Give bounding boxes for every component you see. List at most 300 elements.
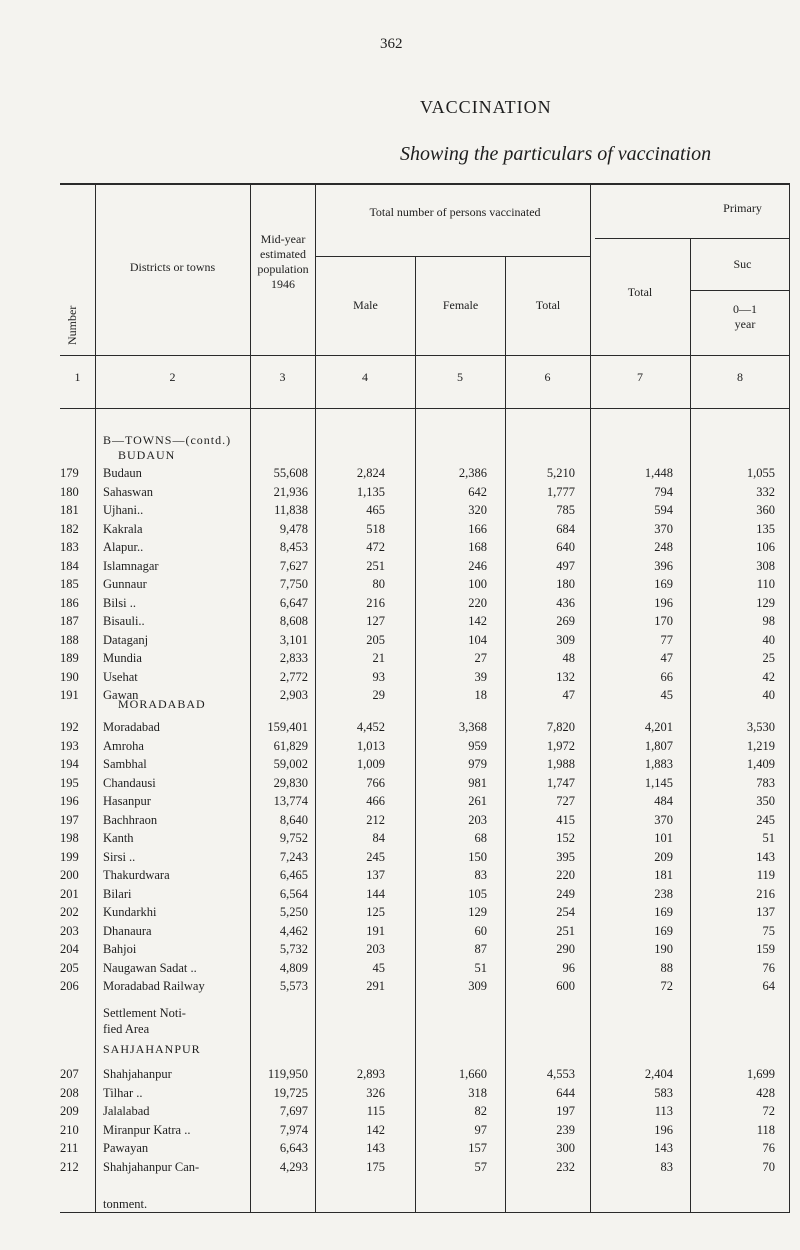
cell-ptotal: 1,807 xyxy=(644,738,673,753)
cell-female: 68 xyxy=(474,831,487,845)
page-heading: VACCINATION xyxy=(420,97,552,117)
cell-male: 144 xyxy=(366,886,385,901)
cell-age: 428 xyxy=(756,1085,775,1100)
table-row xyxy=(0,557,800,575)
cell-total: 644 xyxy=(556,1085,575,1100)
cell-male: 466 xyxy=(366,794,385,808)
cell-female: 168 xyxy=(468,540,487,554)
cell-pop: 6,647 xyxy=(279,595,308,610)
column-number-5: 5 xyxy=(457,370,463,384)
table-row xyxy=(0,866,800,884)
cell-name: Shahjahanpur Can- xyxy=(103,1159,200,1174)
cell-no: 206 xyxy=(60,979,79,993)
table-row xyxy=(0,575,800,593)
cell-female: 100 xyxy=(468,577,487,591)
cell-total: 251 xyxy=(556,923,575,938)
cell-ptotal: 484 xyxy=(654,794,673,808)
table-row xyxy=(0,885,800,903)
page-subheading: Showing the particulars of vaccination xyxy=(400,143,712,165)
cell-pop: 5,573 xyxy=(279,979,308,993)
header-total: Total xyxy=(535,298,561,312)
cell-age: 119 xyxy=(756,868,775,882)
cell-name: Budaun xyxy=(103,466,142,480)
cell-ptotal: 794 xyxy=(654,484,673,499)
cell-name: Dataganj xyxy=(103,632,149,647)
cell-ptotal: 181 xyxy=(654,868,673,882)
cell-age: 143 xyxy=(756,849,775,864)
cell-pop: 159,401 xyxy=(267,720,308,734)
cell-ptotal: 47 xyxy=(660,651,673,665)
cell-no: 198 xyxy=(60,831,79,845)
cell-female: 3,368 xyxy=(458,720,487,734)
cell-age: 3,530 xyxy=(746,720,775,734)
cell-total: 197 xyxy=(556,1104,575,1118)
table-row xyxy=(0,520,800,538)
cell-ptotal: 196 xyxy=(654,595,673,610)
cell-ptotal: 2,404 xyxy=(644,1067,673,1081)
cell-no: 203 xyxy=(60,923,79,938)
cell-ptotal: 1,883 xyxy=(644,757,673,771)
header-population: Mid-year estimated population 1946 xyxy=(257,232,309,291)
cell-name: Mundia xyxy=(103,651,142,665)
cell-age: 332 xyxy=(756,484,775,499)
header-bottom-rule xyxy=(60,355,790,356)
cell-pop: 61,829 xyxy=(273,738,308,753)
cell-male: 465 xyxy=(366,503,385,517)
cell-age: 1,055 xyxy=(746,466,775,480)
cell-no: 201 xyxy=(60,886,79,901)
cell-ptotal: 248 xyxy=(654,540,673,554)
cell-pop: 7,697 xyxy=(279,1104,308,1118)
cell-name: Bahjoi xyxy=(103,942,137,956)
cell-male: 205 xyxy=(366,632,385,647)
table-row xyxy=(0,922,800,940)
railway-note-line2: fied Area xyxy=(103,1022,150,1036)
cell-female: 979 xyxy=(468,757,487,771)
cell-age: 106 xyxy=(756,540,775,554)
cell-name: Ujhani.. xyxy=(103,503,144,517)
cell-total: 684 xyxy=(556,521,575,536)
table-row xyxy=(0,612,800,630)
cell-pop: 7,974 xyxy=(279,1122,308,1137)
cell-male: 80 xyxy=(372,577,385,591)
cell-male: 1,009 xyxy=(356,757,385,771)
cell-pop: 6,564 xyxy=(279,886,308,901)
section-towns: B—TOWNS—(contd.) xyxy=(103,433,232,447)
cell-pop: 2,772 xyxy=(279,669,308,684)
cell-pop: 13,774 xyxy=(273,794,308,808)
cell-male: 212 xyxy=(366,812,385,827)
cell-ptotal: 169 xyxy=(654,577,673,591)
cell-name: Chandausi xyxy=(103,775,156,790)
cell-total: 269 xyxy=(556,614,575,628)
cell-no: 196 xyxy=(60,794,79,808)
cell-name: Gawan xyxy=(103,688,139,702)
cell-age: 783 xyxy=(756,775,775,790)
table-row xyxy=(0,792,800,810)
cell-female: 959 xyxy=(468,738,487,753)
cell-total: 415 xyxy=(556,812,575,827)
cell-total: 7,820 xyxy=(546,720,575,734)
cell-name: Gunnaur xyxy=(103,577,147,591)
cell-male: 472 xyxy=(366,540,385,554)
cell-ptotal: 169 xyxy=(654,905,673,919)
cell-age: 76 xyxy=(762,960,775,975)
cell-male: 143 xyxy=(366,1141,385,1155)
cell-male: 766 xyxy=(366,775,385,790)
cell-name: Moradabad xyxy=(103,720,160,734)
column-number-8: 8 xyxy=(737,370,743,384)
cell-male: 29 xyxy=(372,688,385,702)
cell-name: Tilhar .. xyxy=(103,1085,143,1100)
cell-no: 187 xyxy=(60,614,79,628)
cell-total: 232 xyxy=(556,1159,575,1174)
cell-name: Sahaswan xyxy=(103,484,153,499)
cell-age: 70 xyxy=(762,1159,775,1174)
cell-ptotal: 101 xyxy=(654,831,673,845)
cell-age: 1,699 xyxy=(746,1067,775,1081)
cell-no: 194 xyxy=(60,757,79,771)
cell-total: 4,553 xyxy=(546,1067,575,1081)
cell-female: 18 xyxy=(474,688,487,702)
cell-total: 1,777 xyxy=(546,484,575,499)
cell-pop: 19,725 xyxy=(273,1085,308,1100)
cell-name: Sirsi .. xyxy=(103,849,136,864)
cell-pop: 4,293 xyxy=(279,1159,308,1174)
header-primary-total: Total xyxy=(627,285,653,299)
cell-pop: 7,627 xyxy=(279,558,308,573)
table-row xyxy=(0,631,800,649)
cell-female: 642 xyxy=(468,484,487,499)
column-number-1: 1 xyxy=(74,370,81,384)
cell-male: 4,452 xyxy=(356,720,385,734)
cell-no: 200 xyxy=(60,868,79,882)
header-male: Male xyxy=(353,298,378,312)
cell-male: 142 xyxy=(366,1122,385,1137)
cell-no: 197 xyxy=(60,812,79,827)
cell-pop: 8,640 xyxy=(279,812,308,827)
cell-female: 157 xyxy=(468,1141,487,1155)
table-row xyxy=(0,774,800,792)
cell-name: Bachhraon xyxy=(103,812,158,827)
cell-ptotal: 238 xyxy=(654,886,673,901)
cell-ptotal: 83 xyxy=(660,1159,673,1174)
cell-ptotal: 113 xyxy=(654,1104,673,1118)
cell-age: 360 xyxy=(756,503,775,517)
cell-no: 179 xyxy=(60,466,79,480)
header-total-group: Total number of persons vaccinated xyxy=(369,205,541,219)
cell-no: 195 xyxy=(60,775,79,790)
cell-female: 220 xyxy=(468,595,487,610)
cell-age: 135 xyxy=(756,521,775,536)
cell-no: 208 xyxy=(60,1085,79,1100)
cell-age: 159 xyxy=(756,942,775,956)
cell-pop: 9,478 xyxy=(279,521,308,536)
cell-age: 129 xyxy=(756,595,775,610)
cell-no: 199 xyxy=(60,849,79,864)
cell-name: Pawayan xyxy=(103,1141,149,1155)
cell-total: 300 xyxy=(556,1141,575,1155)
cell-pop: 4,462 xyxy=(279,923,308,938)
header-primary: Primary xyxy=(723,201,762,215)
cell-name: Islamnagar xyxy=(103,558,159,573)
cell-age: 137 xyxy=(756,905,775,919)
cell-age: 40 xyxy=(762,632,775,647)
cell-total: 5,210 xyxy=(546,466,575,480)
cell-total: 152 xyxy=(556,831,575,845)
cell-male: 251 xyxy=(366,558,385,573)
cell-ptotal: 45 xyxy=(660,688,673,702)
cell-pop: 6,643 xyxy=(279,1141,308,1155)
cell-age: 64 xyxy=(762,979,775,993)
table-row xyxy=(0,649,800,667)
cell-ptotal: 1,448 xyxy=(644,466,673,480)
subheader-rule-1 xyxy=(315,256,590,257)
cell-male: 2,824 xyxy=(356,466,385,480)
column-number-2: 2 xyxy=(169,370,176,384)
cell-name: Bisauli.. xyxy=(103,614,145,628)
cell-male: 127 xyxy=(366,614,385,628)
table-row xyxy=(0,848,800,866)
cell-no: 186 xyxy=(60,595,79,610)
section-budaun: BUDAUN xyxy=(118,448,176,462)
cell-age: 1,409 xyxy=(746,757,775,771)
cell-ptotal: 209 xyxy=(654,849,673,864)
cell-pop: 4,809 xyxy=(279,960,308,975)
subheader-rule-3 xyxy=(690,290,790,291)
cell-female: 150 xyxy=(468,849,487,864)
cell-total: 436 xyxy=(556,595,575,610)
cell-total: 640 xyxy=(556,540,575,554)
header-age: 0—1 year xyxy=(733,302,757,331)
cell-no: 191 xyxy=(60,688,79,702)
subheader-rule-2 xyxy=(595,238,790,239)
cell-pop: 119,950 xyxy=(267,1067,308,1081)
cell-name: Kakrala xyxy=(103,521,143,536)
cell-male: 326 xyxy=(366,1085,385,1100)
cell-pop: 8,453 xyxy=(279,540,308,554)
cell-female: 320 xyxy=(468,503,487,517)
cell-ptotal: 196 xyxy=(654,1122,673,1137)
cell-total: 180 xyxy=(556,577,575,591)
colnum-bottom-rule xyxy=(60,408,790,409)
cell-age: 245 xyxy=(756,812,775,827)
cell-no: 202 xyxy=(60,905,79,919)
cell-name: Amroha xyxy=(103,738,144,753)
cell-age: 25 xyxy=(762,651,775,665)
cell-ptotal: 396 xyxy=(654,558,673,573)
cell-total: 290 xyxy=(556,942,575,956)
cell-name: Miranpur Katra .. xyxy=(103,1122,191,1137)
cell-ptotal: 72 xyxy=(660,979,673,993)
cell-male: 93 xyxy=(372,669,385,684)
cell-ptotal: 370 xyxy=(654,812,673,827)
cell-male: 1,013 xyxy=(356,738,385,753)
cell-no: 183 xyxy=(60,540,79,554)
header-number: Number xyxy=(65,305,79,345)
cell-total: 727 xyxy=(556,794,575,808)
cell-total: 48 xyxy=(562,651,575,665)
cell-name: Kundarkhi xyxy=(103,905,157,919)
cell-female: 142 xyxy=(468,614,487,628)
cell-pop: 9,752 xyxy=(279,831,308,845)
section-saharanpur: SAHJAHANPUR xyxy=(103,1042,201,1056)
cell-female: 318 xyxy=(468,1085,487,1100)
cell-male: 245 xyxy=(366,849,385,864)
header-female: Female xyxy=(442,298,479,312)
column-number-4: 4 xyxy=(362,370,368,384)
cell-no: 207 xyxy=(60,1067,79,1081)
cell-female: 203 xyxy=(468,812,487,827)
cell-age: 110 xyxy=(756,577,775,591)
cell-age: 76 xyxy=(762,1141,775,1155)
cell-male: 125 xyxy=(366,905,385,919)
cell-name: Thakurdwara xyxy=(103,868,170,882)
cell-no: 210 xyxy=(60,1122,79,1137)
cell-age: 40 xyxy=(762,688,775,702)
cell-ptotal: 169 xyxy=(654,923,673,938)
cell-male: 84 xyxy=(372,831,385,845)
cell-total: 1,747 xyxy=(546,775,575,790)
cell-no: 205 xyxy=(60,960,79,975)
cell-male: 2,893 xyxy=(356,1067,385,1081)
cell-total: 132 xyxy=(556,669,575,684)
cell-total: 220 xyxy=(556,868,575,882)
cell-female: 97 xyxy=(474,1122,487,1137)
table-row xyxy=(0,686,800,704)
cell-name: Usehat xyxy=(103,669,138,684)
cell-female: 246 xyxy=(468,558,487,573)
cell-pop: 29,830 xyxy=(273,775,308,790)
cell-total: 254 xyxy=(556,905,575,919)
cell-age: 216 xyxy=(756,886,775,901)
cell-no: 190 xyxy=(60,669,79,684)
cell-name: Moradabad Railway xyxy=(103,979,205,993)
column-number-6: 6 xyxy=(544,370,551,384)
cell-male: 45 xyxy=(372,960,385,975)
cell-no: 180 xyxy=(60,484,79,499)
page-number: 362 xyxy=(380,36,403,52)
table-row xyxy=(0,959,800,977)
cell-male: 1,135 xyxy=(356,484,385,499)
cell-female: 39 xyxy=(474,669,487,684)
cell-ptotal: 77 xyxy=(660,632,673,647)
cell-name: Sambhal xyxy=(103,757,147,771)
table-row xyxy=(0,1102,800,1120)
cell-name: Alapur.. xyxy=(103,540,144,554)
table-row xyxy=(0,464,800,482)
table-top-rule xyxy=(60,183,790,185)
section-moradabad: MORADABAD xyxy=(118,697,206,711)
cell-name: Jalalabad xyxy=(103,1104,150,1118)
table-row xyxy=(0,483,800,501)
cell-pop: 8,608 xyxy=(279,614,308,628)
cell-male: 191 xyxy=(366,923,385,938)
cell-male: 21 xyxy=(372,651,385,665)
cell-male: 175 xyxy=(366,1159,385,1174)
cell-age: 350 xyxy=(756,794,775,808)
cell-female: 27 xyxy=(474,651,487,665)
cell-ptotal: 143 xyxy=(654,1141,673,1155)
cell-pop: 11,838 xyxy=(274,503,308,517)
table-row xyxy=(0,903,800,921)
cell-age: 98 xyxy=(762,614,775,628)
table-bottom-rule xyxy=(60,1212,790,1213)
cell-ptotal: 4,201 xyxy=(644,720,673,734)
cell-name: Bilari xyxy=(103,886,132,901)
table-row xyxy=(0,755,800,773)
cell-age: 308 xyxy=(756,558,775,573)
table-row xyxy=(0,737,800,755)
cell-male: 216 xyxy=(366,595,385,610)
cell-female: 2,386 xyxy=(458,466,487,480)
cell-ptotal: 170 xyxy=(654,614,673,628)
cell-no: 185 xyxy=(60,577,79,591)
cell-no: 181 xyxy=(60,503,79,517)
cell-male: 518 xyxy=(366,521,385,536)
cell-no: 193 xyxy=(60,738,79,753)
cell-name: Naugawan Sadat .. xyxy=(103,960,197,975)
cell-total: 497 xyxy=(556,558,575,573)
table-row xyxy=(0,1158,800,1176)
cell-female: 60 xyxy=(474,923,487,938)
cell-female: 309 xyxy=(468,979,487,993)
table-row xyxy=(0,940,800,958)
cell-no: 188 xyxy=(60,632,79,647)
cell-age: 1,219 xyxy=(746,738,775,753)
table-row xyxy=(0,1084,800,1102)
cell-female: 87 xyxy=(474,942,487,956)
cell-ptotal: 66 xyxy=(660,669,673,684)
cell-ptotal: 594 xyxy=(654,503,673,517)
cell-female: 83 xyxy=(474,868,487,882)
cell-age: 75 xyxy=(762,923,775,938)
cell-pop: 5,732 xyxy=(279,942,308,956)
cell-pop: 7,750 xyxy=(279,577,308,591)
cell-female: 104 xyxy=(468,632,487,647)
cell-no: 204 xyxy=(60,942,79,956)
cell-no: 212 xyxy=(60,1159,79,1174)
cell-total: 600 xyxy=(556,979,575,993)
cell-female: 105 xyxy=(468,886,487,901)
cell-ptotal: 583 xyxy=(654,1085,673,1100)
cell-female: 261 xyxy=(468,794,487,808)
cell-pop: 59,002 xyxy=(273,757,308,771)
table-row xyxy=(0,811,800,829)
cell-age: 72 xyxy=(762,1104,775,1118)
cell-total: 47 xyxy=(562,688,575,702)
cell-female: 51 xyxy=(474,960,487,975)
cell-ptotal: 370 xyxy=(654,521,673,536)
cell-female: 166 xyxy=(468,521,487,536)
table-row xyxy=(0,1139,800,1157)
cell-total: 239 xyxy=(556,1122,575,1137)
cell-female: 57 xyxy=(474,1159,487,1174)
cell-no: 209 xyxy=(60,1104,79,1118)
cell-pop: 2,903 xyxy=(279,688,308,702)
cell-ptotal: 1,145 xyxy=(644,775,673,790)
cell-pop: 2,833 xyxy=(279,651,308,665)
cell-ptotal: 190 xyxy=(654,942,673,956)
cell-age: 42 xyxy=(762,669,775,684)
cell-total: 1,988 xyxy=(546,757,575,771)
cell-pop: 5,250 xyxy=(279,905,308,919)
cantonment-note: tonment. xyxy=(103,1197,148,1211)
cell-pop: 7,243 xyxy=(279,849,308,864)
header-suc: Suc xyxy=(733,257,752,271)
cell-no: 192 xyxy=(60,720,79,734)
cell-age: 118 xyxy=(756,1122,775,1137)
